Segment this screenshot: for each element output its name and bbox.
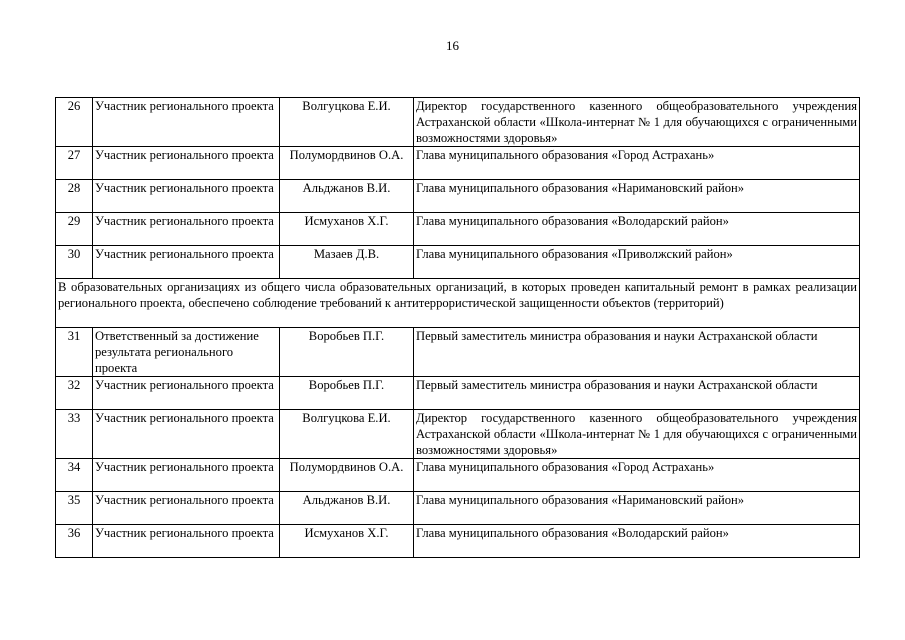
row-number: 26 <box>56 98 93 147</box>
row-number: 28 <box>56 180 93 213</box>
row-position: Глава муниципального образования «Город Астрахань» <box>414 147 860 180</box>
table-row <box>56 147 860 180</box>
row-role: Участник регионального проекта <box>93 213 280 246</box>
row-position: Глава муниципального образования «Наримановский район» <box>414 492 860 525</box>
row-position: Глава муниципального образования «Володарский район» <box>414 213 860 246</box>
section-row <box>56 279 860 328</box>
participants-table <box>55 97 860 558</box>
table-row <box>56 459 860 492</box>
table-row <box>56 180 860 213</box>
row-role: Участник регионального проекта <box>93 246 280 279</box>
row-number: 33 <box>56 410 93 459</box>
row-person-name: Альджанов В.И. <box>280 492 414 525</box>
table-row <box>56 525 860 558</box>
row-role: Участник регионального проекта <box>93 377 280 410</box>
table-row <box>56 246 860 279</box>
row-person-name: Альджанов В.И. <box>280 180 414 213</box>
row-person-name: Воробьев П.Г. <box>280 328 414 377</box>
table-row <box>56 328 860 377</box>
row-position: Директор государственного казенного общеобразовательного учреждения Астраханской области «Школа-интернат № 1 для обучающихся с ограниченными возможностями здоровья» <box>414 98 860 147</box>
row-person-name: Волгуцкова Е.И. <box>280 98 414 147</box>
table-row <box>56 98 860 147</box>
table-row <box>56 492 860 525</box>
row-number: 35 <box>56 492 93 525</box>
row-number: 30 <box>56 246 93 279</box>
row-role: Участник регионального проекта <box>93 525 280 558</box>
row-person-name: Полумордвинов О.А. <box>280 147 414 180</box>
row-role: Участник регионального проекта <box>93 410 280 459</box>
row-role: Участник регионального проекта <box>93 98 280 147</box>
row-position: Директор государственного казенного общеобразовательного учреждения Астраханской области «Школа-интернат № 1 для обучающихся с ограниченными возможностями здоровья» <box>414 410 860 459</box>
row-role: Участник регионального проекта <box>93 180 280 213</box>
row-position: Первый заместитель министра образования и науки Астраханской области <box>414 328 860 377</box>
page-number: 16 <box>446 38 459 53</box>
row-position: Глава муниципального образования «Приволжский район» <box>414 246 860 279</box>
row-person-name: Волгуцкова Е.И. <box>280 410 414 459</box>
row-number: 27 <box>56 147 93 180</box>
row-position: Глава муниципального образования «Володарский район» <box>414 525 860 558</box>
section-heading: В образовательных организациях из общего числа образовательных организаций, в которых проведен капитальный ремонт в рамках реализации регионального проекта, обеспечено соблюдение требований к антитеррористической защищенности объектов (территорий) <box>56 279 860 328</box>
row-person-name: Воробьев П.Г. <box>280 377 414 410</box>
row-role: Ответственный за достижение результата регионального проекта <box>93 328 280 377</box>
row-position: Глава муниципального образования «Город Астрахань» <box>414 459 860 492</box>
table-row <box>56 377 860 410</box>
row-position: Первый заместитель министра образования и науки Астраханской области <box>414 377 860 410</box>
row-person-name: Исмуханов Х.Г. <box>280 525 414 558</box>
row-role: Участник регионального проекта <box>93 147 280 180</box>
row-number: 34 <box>56 459 93 492</box>
row-person-name: Мазаев Д.В. <box>280 246 414 279</box>
row-person-name: Полумордвинов О.А. <box>280 459 414 492</box>
row-position: Глава муниципального образования «Наримановский район» <box>414 180 860 213</box>
row-role: Участник регионального проекта <box>93 459 280 492</box>
row-person-name: Исмуханов Х.Г. <box>280 213 414 246</box>
row-number: 32 <box>56 377 93 410</box>
table-row <box>56 410 860 459</box>
row-number: 31 <box>56 328 93 377</box>
table-row <box>56 213 860 246</box>
row-number: 29 <box>56 213 93 246</box>
row-number: 36 <box>56 525 93 558</box>
row-role: Участник регионального проекта <box>93 492 280 525</box>
